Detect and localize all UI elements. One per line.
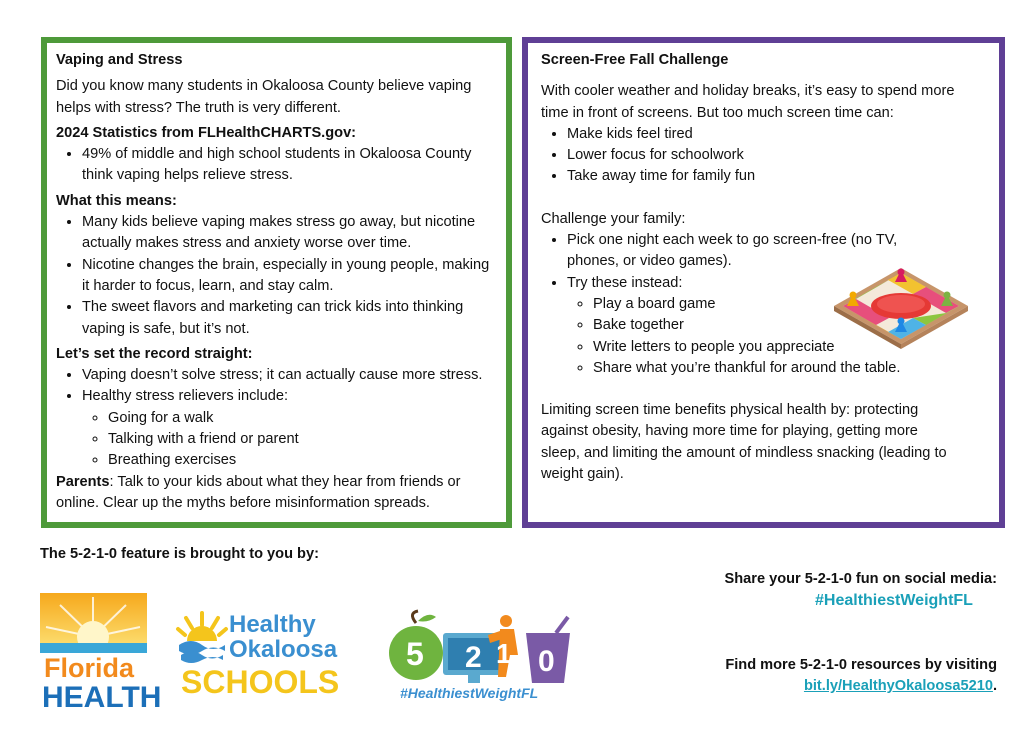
effects-list xyxy=(541,124,985,188)
health-logo-text: HEALTH xyxy=(42,681,162,714)
vaping-stress-panel xyxy=(41,37,512,528)
stats-list xyxy=(56,144,496,187)
parents-text: : Talk to your kids about what they hear from friends or online. Clear up the myths before misinformation spreads. xyxy=(56,473,461,511)
stats-item: • 49% of middle and high school students in Okaloosa County think vaping helps relieve stress. xyxy=(82,144,496,187)
activity-item: ◦ Play a board game xyxy=(593,294,985,315)
logo-digit-0: 0 xyxy=(538,645,555,678)
hashtag-link[interactable]: #HealthiestWeightFL xyxy=(815,592,973,609)
challenge-item-label: Try these instead: xyxy=(567,274,683,291)
brought-by-label: The 5-2-1-0 feature is brought to you by: xyxy=(40,546,319,562)
logo-digit-1: 1 xyxy=(496,638,512,669)
effect-item: • Make kids feel tired xyxy=(567,124,985,145)
schools-logo-text: SCHOOLS xyxy=(181,664,340,700)
record-list xyxy=(56,365,496,471)
means-heading: What this means: xyxy=(56,192,177,209)
resource-link-line xyxy=(804,678,997,694)
screen-free-intro: With cooler weather and holiday breaks, it’s easy to spend more time in front of screens. But too much screen time can: xyxy=(541,83,955,121)
record-item-label: Healthy stress relievers include: xyxy=(82,388,289,405)
reliever-item: ◦ Breathing exercises xyxy=(108,450,496,471)
florida-logo-text: Florida xyxy=(44,653,135,683)
means-item: • The sweet flavors and marketing can trick kids into thinking vaping is safe, but it’s not. xyxy=(82,297,496,340)
reliever-item: ◦ Talking with a friend or parent xyxy=(108,429,496,450)
effect-item: • Take away time for family fun xyxy=(567,166,985,187)
record-item xyxy=(82,386,496,471)
record-heading: Let’s set the record straight: xyxy=(56,345,253,362)
activity-item: ◦ Share what you’re thankful for around the table. xyxy=(593,358,985,379)
okaloosa-logo-text: Okaloosa xyxy=(229,636,338,663)
florida-health-logo xyxy=(40,593,162,714)
relievers-list xyxy=(82,408,496,472)
logo-digit-2: 2 xyxy=(465,641,482,674)
means-item: • Nicotine changes the brain, especially in young people, making it harder to focus, learn, and stay calm. xyxy=(82,255,496,298)
record-item: • Vaping doesn’t solve stress; it can actually cause more stress. xyxy=(82,365,496,386)
resource-link[interactable]: bit.ly/HealthyOkaloosa5210 xyxy=(803,678,993,694)
vaping-title: Vaping and Stress xyxy=(56,52,183,68)
challenge-item: • Pick one night each week to go screen-free (no TV, phones, or video games). xyxy=(567,230,985,273)
find-resources-label: Find more 5-2-1-0 resources by visiting xyxy=(725,657,997,673)
effect-item: • Lower focus for schoolwork xyxy=(567,145,985,166)
challenge-heading: Challenge your family: xyxy=(541,210,686,227)
activity-item: ◦ Bake together xyxy=(593,315,985,336)
logo-hashtag: #HealthiestWeightFL xyxy=(400,685,539,701)
share-label: Share your 5-2-1-0 fun on social media: xyxy=(724,571,997,587)
means-list xyxy=(56,212,496,340)
five-two-one-zero-logo xyxy=(388,611,580,703)
healthy-logo-text: Healthy xyxy=(229,611,316,638)
parents-label: Parents xyxy=(56,473,110,490)
benefits-text: Limiting screen time benefits physical health by: protecting against obesity, having more time for playing, getting more sleep, and limiting the amount of mindless snacking (leading to weight gain). xyxy=(541,402,947,483)
reliever-item: ◦ Going for a walk xyxy=(108,408,496,429)
screen-free-title: Screen-Free Fall Challenge xyxy=(541,52,729,68)
healthy-okaloosa-schools-logo xyxy=(177,607,353,700)
stats-heading: 2024 Statistics from FLHealthCHARTS.gov: xyxy=(56,124,357,141)
means-item: • Many kids believe vaping makes stress go away, but nicotine actually makes stress and anxiety worse over time. xyxy=(82,212,496,255)
parents-note xyxy=(56,472,496,515)
vaping-intro: Did you know many students in Okaloosa County believe vaping helps with stress? The truth is very different. xyxy=(56,78,472,116)
link-period: . xyxy=(992,678,997,694)
screen-free-panel xyxy=(522,37,1005,528)
logo-digit-5: 5 xyxy=(406,636,424,672)
activity-item: ◦ Write letters to people you appreciate xyxy=(593,337,985,358)
board-game-illustration xyxy=(831,264,971,349)
